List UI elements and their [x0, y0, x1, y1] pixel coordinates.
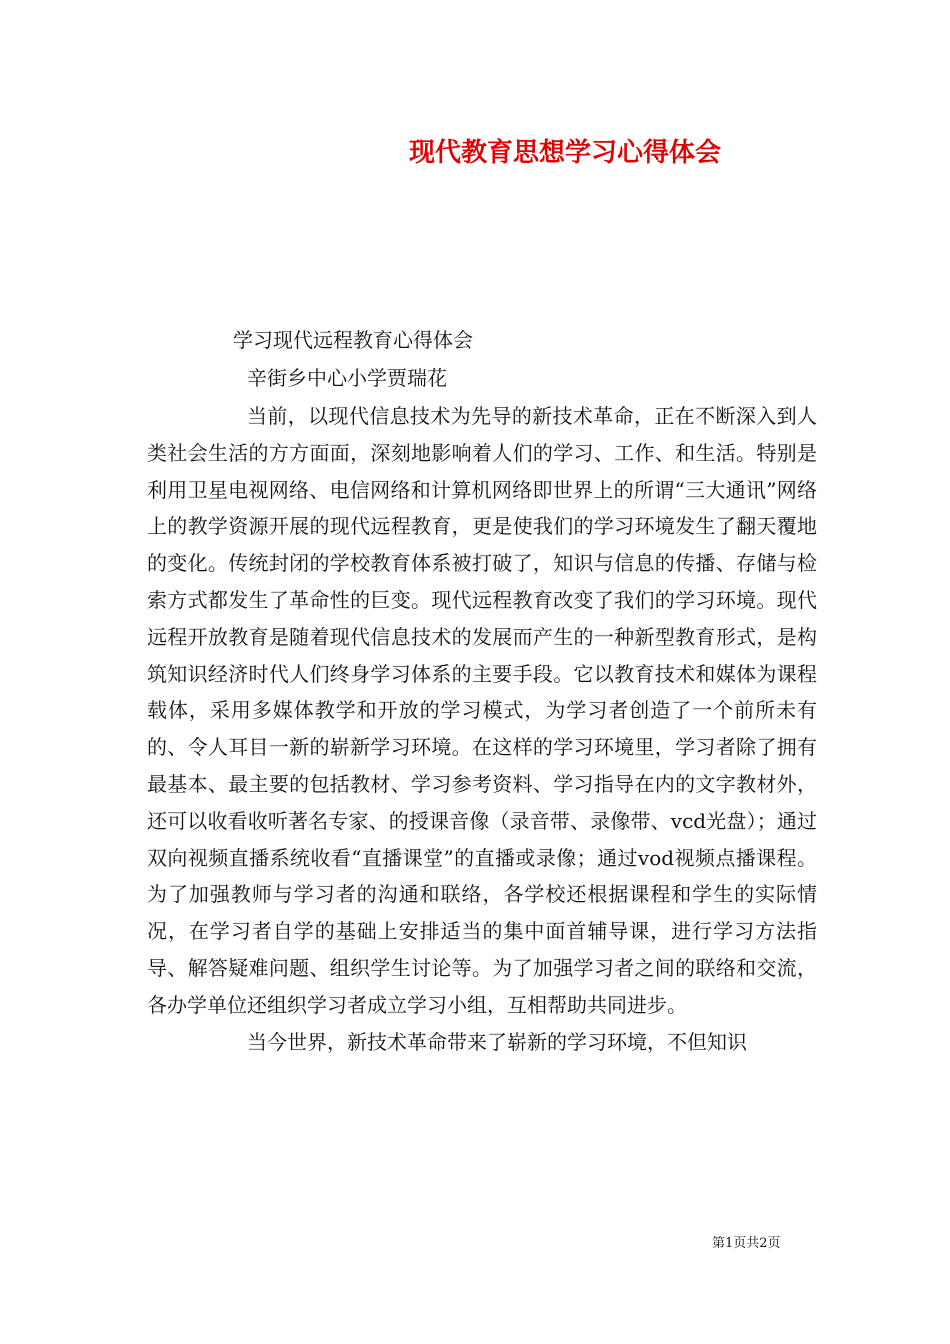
- body-paragraph: 当今世界，新技术革命带来了崭新的学习环境，不但知识: [247, 1029, 747, 1054]
- author-line: 辛街乡中心小学贾瑞花: [247, 366, 447, 390]
- body-paragraph: 当前，以现代信息技术为先导的新技术革命，正在不断深入到人类社会生活的方方面面，深刻地影响着人们的学习、工作、和生活。特别是利用卫星电视网络、电信网络和计算机网络即世界上的所谓“三大通讯”网络上的教学资源开展的现代远程教育，更是使我们的学习环境发生了翻天覆地的变化。传统封闭的学校教育体系被打破了，知识与信息的传播、存储与检索方式都发生了革命性的巨变。现代远程教育改变了我们的学习环境。现代远程开放教育是随着现代信息技术的发展而产生的一种新型教育形式，是构筑知识经济时代人们终身学习体系的主要手段。它以教育技术和媒体为课程载体，采用多媒体教学和开放的学习模式，为学习者创造了一个前所未有的、令人耳目一新的崭新学习环境。在这样的学习环境里，学习者除了拥有最基本、最主要的包括教材、学习参考资料、学习指导在内的文字教材外，还可以收看收听著名专家、的授课音像（录音带、录像带、vcd光盘）；通过双向视频直播系统收看“直播课堂”的直播或录像；通过vod视频点播课程。为了加强教师与学习者的沟通和联络，各学校还根据课程和学生的实际情况，在学习者自学的基础上安排适当的集中面首辅导课，进行学习方法指导、解答疑难问题、组织学生讨论等。为了加强学习者之间的联络和交流，各办学单位还组织学习者成立学习小组，互相帮助共同进步。: [147, 404, 817, 1017]
- article-subtitle: 学习现代远程教育心得体会: [233, 328, 473, 352]
- article-body: [147, 398, 817, 1060]
- page-indicator: 第1页共2页: [712, 1236, 781, 1251]
- document-title: 现代教育思想学习心得体会: [408, 138, 721, 168]
